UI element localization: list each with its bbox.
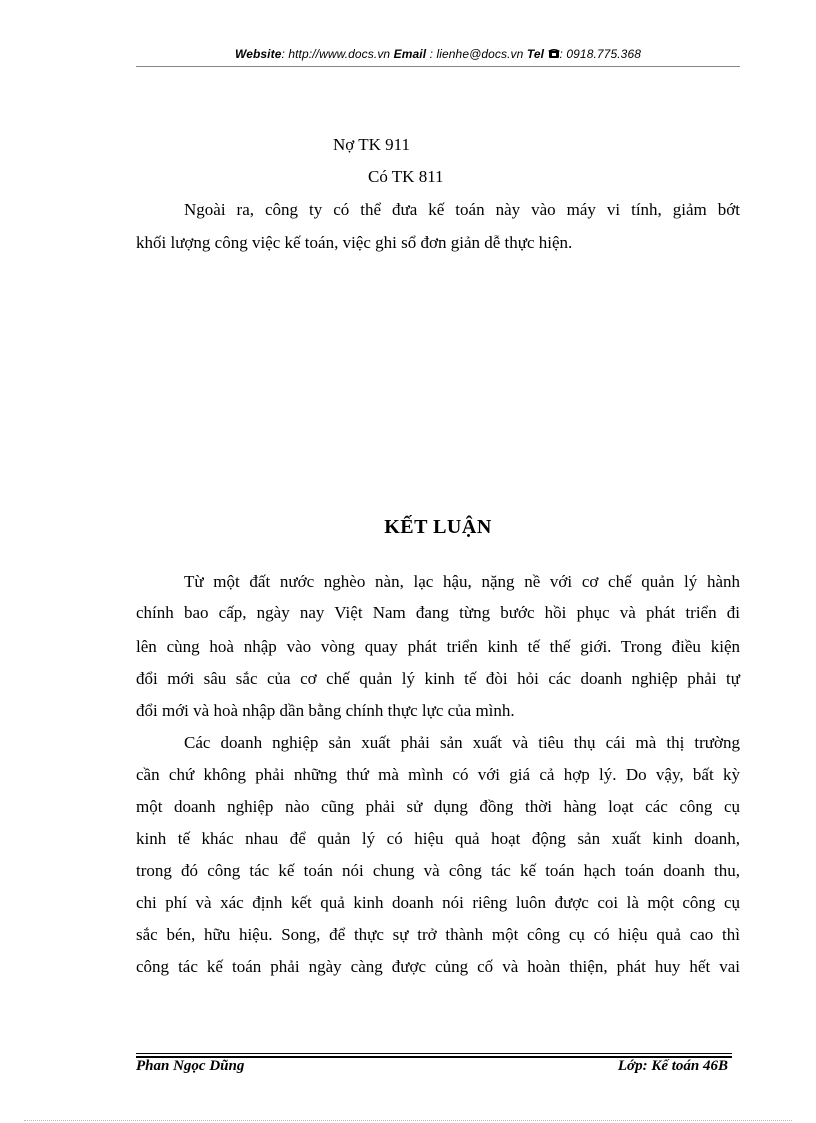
paragraph2-line-1: Các doanh nghiệp sản xuất phải sản xuất và tiêu thụ cái mà thị trường [184, 733, 740, 752]
website-label: Website [234, 47, 282, 61]
email-value[interactable]: : lienhe@docs.vn [429, 47, 524, 61]
paragraph2-line-4: kinh tế khác nhau để quản lý có hiệu quả hoạt động sản xuất kinh doanh, [136, 829, 740, 848]
paragraph1-line-1: Từ một đất nước nghèo nàn, lạc hậu, nặng nề với cơ chế quản lý hành [184, 572, 740, 591]
credit-entry: Có TK 811 [368, 167, 444, 186]
conclusion-title: KẾT LUẬN [384, 516, 492, 538]
footer-divider-thin [136, 1053, 732, 1054]
paragraph1-line-3: lên cùng hoà nhập vào vòng quay phát triển kinh tế thế giới. Trong điều kiện [136, 637, 740, 656]
paragraph1-line-5: đổi mới và hoà nhập dần bằng chính thực lực của mình. [136, 701, 515, 720]
page-header [136, 47, 740, 62]
footer-class: Lớp: Kế toán 46B [617, 1058, 728, 1074]
paragraph2-line-3: một doanh nghiệp nào cũng phải sử dụng đồng thời hàng loạt các công cụ [136, 797, 740, 816]
paragraph2-line-7: sắc bén, hữu hiệu. Song, để thực sự trở thành một công cụ có hiệu quả cao thì [136, 925, 740, 944]
paragraph2-line-2: cần chứ không phải những thứ mà mình có với giá cả hợp lý. Do vậy, bất kỳ [136, 765, 740, 784]
tel-label: Tel [526, 47, 545, 61]
debit-entry: Nợ TK 911 [333, 135, 410, 154]
paragraph1-line-4: đổi mới sâu sắc của cơ chế quản lý kinh tế đòi hỏi các doanh nghiệp phải tự [136, 669, 740, 688]
paragraph2-line-5: trong đó công tác kế toán nói chung và công tác kế toán hạch toán doanh thu, [136, 861, 740, 880]
website-value[interactable]: : http://www.docs.vn [281, 47, 391, 61]
intro-line-1: Ngoài ra, công ty có thể đưa kế toán này vào máy vi tính, giảm bớt [184, 200, 740, 219]
paragraph2-line-8: công tác kế toán phải ngày càng được củng cố và hoàn thiện, phát huy hết vai [136, 957, 740, 976]
tel-value: : 0918.775.368 [559, 47, 641, 61]
email-label: Email [393, 47, 427, 61]
paragraph1-line-2: chính bao cấp, ngày nay Việt Nam đang từng bước hồi phục và phát triển đi [136, 603, 740, 622]
phone-icon [548, 48, 560, 62]
footer-author: Phan Ngọc Dũng [136, 1058, 245, 1074]
intro-line-2: khối lượng công việc kế toán, việc ghi sổ đơn giản dễ thực hiện. [136, 233, 573, 252]
header-divider [136, 66, 740, 67]
paragraph2-line-6: chi phí và xác định kết quả kinh doanh nói riêng luôn được coi là một công cụ [136, 893, 740, 912]
page-bottom-dotted-edge [24, 1120, 792, 1121]
